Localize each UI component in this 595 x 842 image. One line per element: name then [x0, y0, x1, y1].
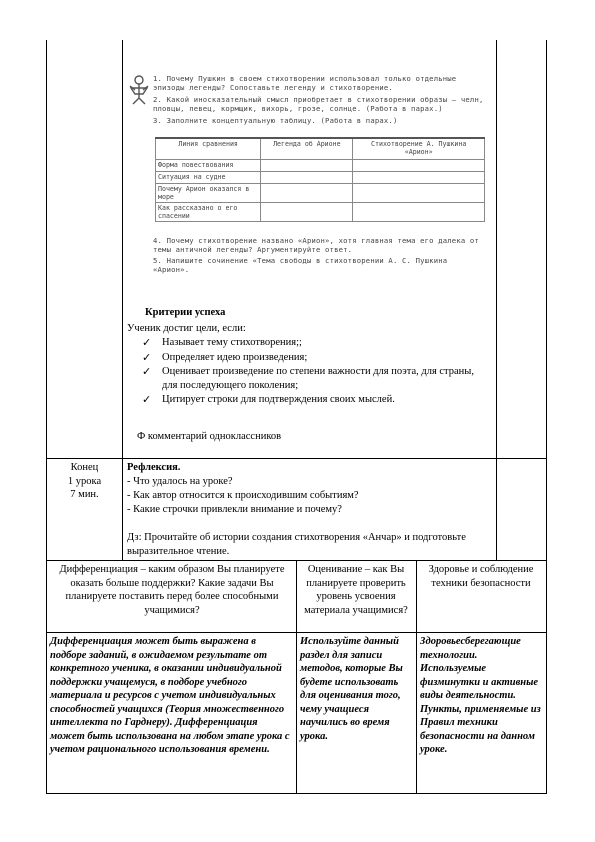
comparison-row-label: Форма повествования	[156, 160, 261, 172]
comparison-row-label: Ситуация на судне	[156, 172, 261, 184]
reflection-item: - Как автор относится к происходившим событиям?	[127, 490, 359, 501]
scan-question-1: 1. Почему Пушкин в своем стихотворении использовал только отдельные эпизоды легенды? Сопоставьте легенду и стихотворение.	[153, 74, 457, 92]
criteria-title: Критерии успеха	[145, 307, 226, 318]
row-divider-3	[46, 632, 547, 633]
table-col1-border	[122, 40, 123, 560]
table-bottom-border	[46, 793, 547, 794]
comparison-table	[155, 137, 485, 222]
peer-feedback: Ф комментарий одноклассников	[137, 431, 282, 442]
bottom-col1-border	[296, 560, 297, 794]
homework: Дз: Прочитайте об истории создания стихотворения «Анчар» и подготовьте выразительное чтение.	[127, 532, 466, 557]
table-col2-border	[496, 40, 497, 560]
scan-question-3: 3. Заполните концептуальную таблицу. (Работа в парах.)	[153, 116, 398, 125]
criteria-item: ✓ Определяет идею произведения;	[142, 350, 308, 364]
table-right-border	[546, 40, 547, 794]
decor-icon	[127, 74, 151, 106]
reflection-title: Рефлексия.	[127, 462, 181, 473]
differentiation-cell: Дифференциация может быть выражена в подборе заданий, в ожидаемом результате от конкретного ученика, в оказании индивидуальной поддержки учащемуся, в подборе учебного материала и ресурсов с учетом индивидуальных способностей учащихся (Теория множественного интеллекта по Гарднеру). Дифференциация может быть использована на любом этапе урока с учетом рационального использования времени.	[50, 636, 290, 755]
checkmark-icon: ✓	[142, 350, 152, 364]
comparison-row-label: Почему Арион оказался в море	[156, 184, 261, 203]
row-divider-1	[46, 458, 547, 459]
stage-label: Конец 1 урока 7 мин.	[67, 462, 102, 500]
reflection-item: - Какие строчки привлекли внимание и почему?	[127, 504, 342, 515]
criteria-item: ✓ Оценивает произведение по степени важности для поэта, для страны, для последующего поколения;	[142, 365, 474, 391]
comparison-header-1: Линия сравнения	[156, 138, 261, 160]
criteria-item: ✓ Называет тему стихотворения;;	[142, 336, 302, 349]
comparison-header-2: Легенда об Арионе	[261, 138, 353, 160]
comparison-header-3: Стихотворение А. Пушкина «Арион»	[353, 138, 485, 160]
bottom-col2-border	[416, 560, 417, 794]
comparison-row-label: Как рассказано о его спасении	[156, 203, 261, 222]
checkmark-icon: ✓	[142, 393, 152, 406]
criteria-item: ✓ Цитирует строки для подтверждения своих мыслей.	[142, 393, 395, 406]
criteria-intro: Ученик достиг цели, если:	[127, 323, 246, 334]
checkmark-icon: ✓	[142, 365, 152, 378]
assessment-cell: Используйте данный раздел для записи методов, которые Вы будете использовать для оценивания того, чему учащиеся научились во время урока.	[300, 636, 403, 742]
scan-question-4: 4. Почему стихотворение названо «Арион», хотя главная тема его далека от темы античной легенды? Аргументируйте ответ.	[153, 236, 479, 254]
assessment-header: Оценивание – как Вы планируете проверить уровень усвоения материала учащимися?	[304, 564, 408, 616]
scan-question-5: 5. Напишите сочинение «Тема свободы в стихотворении А. С. Пушкина «Арион».	[153, 256, 448, 274]
health-safety-cell: Здоровьесберегающие технологии. Используемые физминутки и активные виды деятельности. Пункты, применяемые из Правил техники безопасности на данном уроке.	[420, 636, 541, 755]
differentiation-header: Дифференциация – каким образом Вы планируете оказать больше поддержки? Какие задачи Вы планируете поставить перед более способными учащимися?	[59, 564, 285, 616]
health-safety-header: Здоровье и соблюдение техники безопасности	[428, 564, 534, 589]
checkmark-icon: ✓	[142, 336, 152, 349]
table-left-border	[46, 40, 47, 794]
reflection-item: - Что удалось на уроке?	[127, 476, 233, 487]
scan-question-2: 2. Какой иносказательный смысл приобретает в стихотворении образы – челн, пловцы, певец, кормщик, вихорь, грозе, солнце. (Работа в парах.)	[153, 95, 484, 113]
criteria-list	[140, 336, 490, 408]
